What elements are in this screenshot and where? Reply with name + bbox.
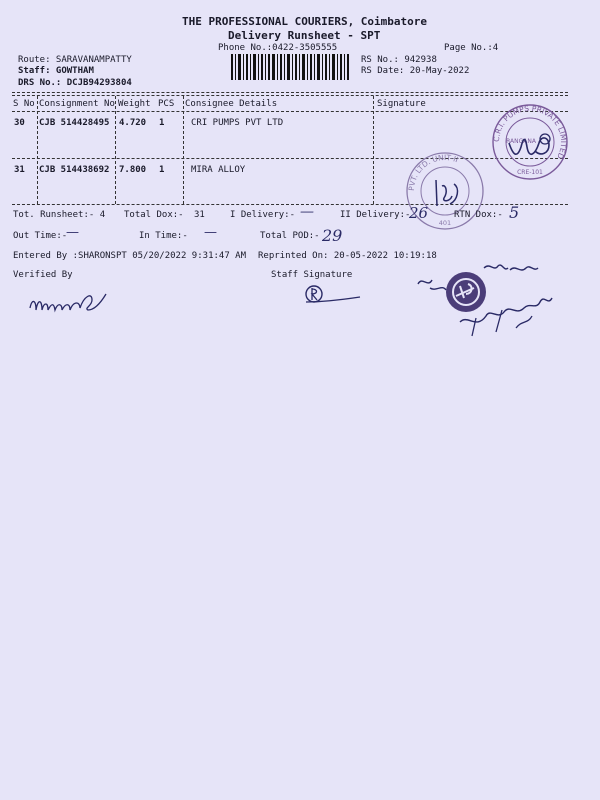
total-pod-label: Total POD:- [260,231,320,241]
out-time-handwritten: — [66,225,79,240]
col-header-weight: Weight [118,99,151,109]
col-header-sno: S No [13,99,35,109]
staff-signature-label: Staff Signature [271,270,353,280]
page-number: Page No.:4 [444,43,499,53]
row-1-sno: 30 [14,118,25,128]
unit-stamp-ring-text: PVT. LTD. UNIT-II [406,152,460,192]
col-divider [183,96,184,204]
col-header-consignee: Consignee Details [185,99,278,109]
total-pod-handwritten: 29 [322,226,343,245]
phone-number: Phone No.:0422-3505555 [218,43,338,53]
row-1-signature [505,125,555,165]
barcode [231,54,349,80]
ii-delivery-label: II Delivery:- [340,210,411,220]
total-runsheet: Tot. Runsheet:- 4 [13,210,106,220]
col-divider [373,96,374,204]
company-name: THE PROFESSIONAL COURIERS, Coimbatore [182,15,428,28]
unit-stamp-bottom: 401 [438,219,452,227]
verifier-signature [28,282,118,322]
verified-by-label: Verified By [13,270,73,280]
drs-number: DRS No.: DCJB94293804 [18,78,132,88]
rtn-dox-handwritten: 5 [509,203,520,222]
col-header-consignment: Consignment No [39,99,115,109]
company-stamp-code: CRE-101 [517,169,543,176]
col-header-signature: Signature [377,99,426,109]
staff-signature [300,280,370,310]
row-2-weight: 7.800 [119,165,147,175]
row-2-consignee: MIRA ALLOY [191,165,246,175]
company-stamp-ring-text: C.R.I. PUMPS PRIVATE LIMITED [491,103,569,161]
in-time-handwritten: — [204,225,217,240]
rs-number: RS No.: 942938 [361,55,437,65]
row-1-pcs: 1 [159,118,165,128]
col-header-pcs: PCS [158,99,175,109]
col-divider [115,96,116,204]
rs-date: RS Date: 20-May-2022 [361,66,470,76]
total-dox-label: Total Dox:- [124,210,184,220]
route: Route: SARAVANAMPATTY [18,55,132,65]
table-top-rule-2 [12,95,568,96]
col-divider [37,96,38,204]
receiver-stamp-signature [412,258,572,343]
out-time-label: Out Time:- [13,231,68,241]
ii-delivery-handwritten: 26 [409,204,429,222]
row-2-pcs: 1 [159,165,165,175]
entered-by: Entered By :SHARONSPT 05/20/2022 9:31:47 AM [13,251,246,261]
staff-name: Staff: GOWTHAM [18,66,94,76]
row-1-consignment: CJB 514428495 [39,118,110,128]
in-time-label: In Time:- [139,231,188,241]
row-2-consignment: CJB 514438692 [39,165,110,175]
total-dox-value: 31 [194,210,205,220]
rtn-dox-label: RTN Dox:- [454,210,503,220]
row-1-consignee: CRI PUMPS PVT LTD [191,118,284,128]
row-1-weight: 4.720 [119,118,147,128]
row-2-sno: 31 [14,165,25,175]
table-top-rule [12,92,568,93]
table-header-rule [12,111,568,112]
i-delivery-label: I Delivery:- [230,210,296,220]
i-delivery-handwritten: — [300,204,314,220]
company-stamp-center: RANGANA [506,138,536,145]
reprinted-on: Reprinted On: 20-05-2022 10:19:18 [258,251,437,261]
document-title: Delivery Runsheet - SPT [228,29,381,42]
